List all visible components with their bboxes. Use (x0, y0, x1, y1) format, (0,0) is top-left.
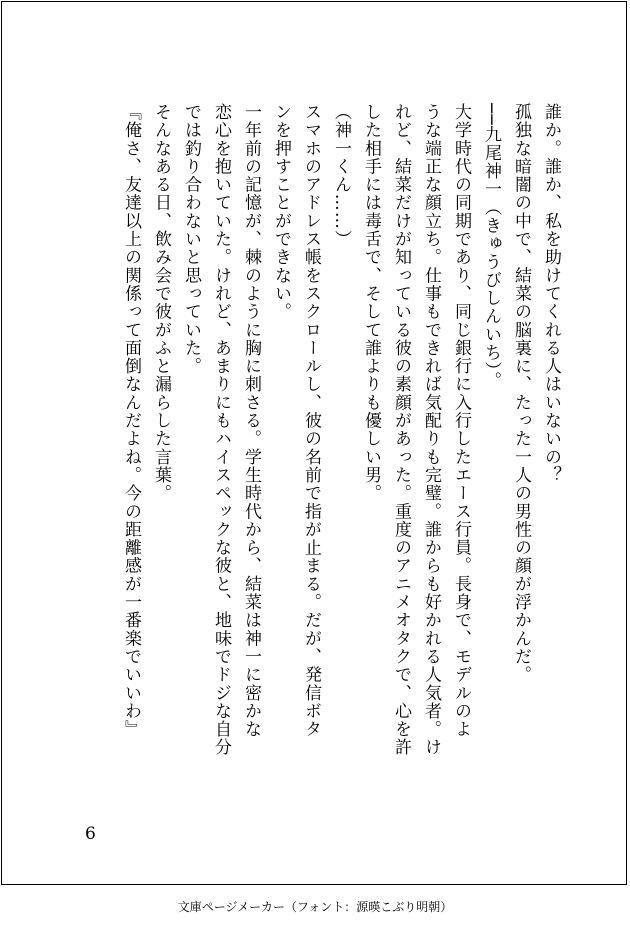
page-frame (1, 1, 627, 885)
text-line: うな端正な顔立ち。仕事もできれば気配りも完璧。誰からも好かれる人気者。け (421, 103, 441, 757)
text-line: では釣り合わないと思っていた。 (181, 103, 201, 376)
text-line: 大学時代の同期であり、同じ銀行に入行したエース行員。長身で、モデルのよ (451, 103, 471, 739)
text-line: ンを押すことができない。 (271, 103, 291, 321)
text-line: 恋心を抱いていた。けれど、あまりにもハイスペックな彼と、地味でドジな自分 (211, 103, 231, 757)
text-line: れど、結菜だけが知っている彼の素顔があった。重度のアニメオタクで、心を許 (391, 103, 411, 757)
text-line: した相手には毒舌で、そして誰よりも優しい男。 (361, 103, 381, 503)
text-line: 『俺さ、友達以上の関係って面倒なんだよね。今の距離感が一番楽でいいわ』 (121, 103, 141, 739)
footer-credit: 文庫ページメーカー（フォント：源暎こぶり明朝） (177, 900, 453, 914)
text-line: そんなある日、飲み会で彼がふと漏らした言葉。 (151, 103, 171, 503)
text-line: 一年前の記憶が、棘のように胸に刺さる。学生時代から、結菜は神一に密かな (241, 103, 261, 739)
text-line: 孤独な暗闇の中で、結菜の脳裏に、たった一人の男性の顔が浮かんだ。 (511, 103, 531, 684)
text-line: （神一くん……） (331, 103, 351, 249)
text-line: 誰か。誰か、私を助けてくれる人はいないの？ (541, 103, 561, 485)
body-text (88, 103, 566, 819)
text-line: ──九尾神一（きゅうびしんいち）。 (481, 103, 501, 390)
text-line: スマホのアドレス帳をスクロールし、彼の名前で指が止まる。だが、発信ボタ (301, 103, 321, 739)
page-number: 6 (85, 824, 96, 844)
